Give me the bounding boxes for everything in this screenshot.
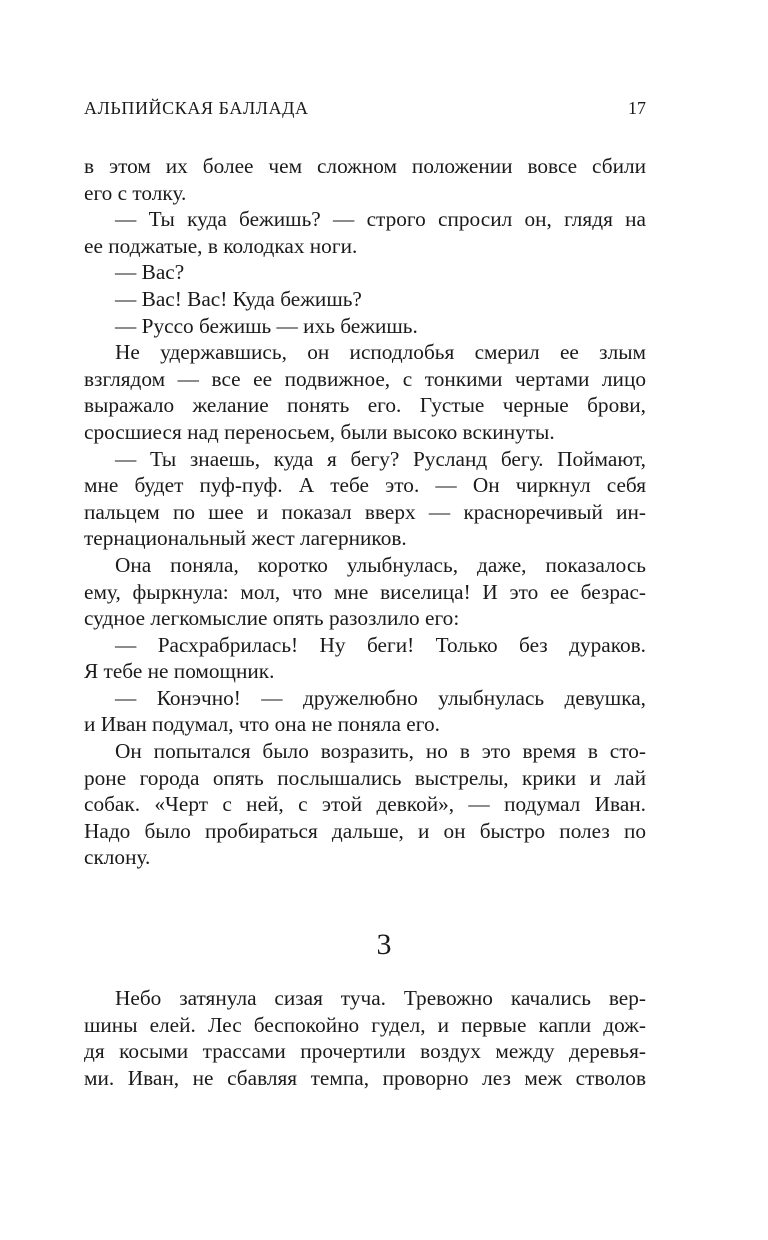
text-line: Я тебе не помощник. xyxy=(84,659,275,684)
text-line: мне будет пуф-пуф. А тебе это. — Он чиркнул себя xyxy=(84,473,646,498)
text-line: сросшиеся над переносьем, были высоко вскинуты. xyxy=(84,419,555,444)
text-line: — Руссо бежишь — ихь бежишь. xyxy=(115,313,418,338)
text-line: дя косыми трассами прочертили воздух между деревья- xyxy=(84,1039,646,1064)
text-line: в этом их более чем сложном положении вовсе сбили xyxy=(84,154,646,178)
body-text-section-2 xyxy=(84,985,646,1091)
text-line: ее поджатые, в колодках ноги. xyxy=(84,233,358,258)
text-line: — Ты знаешь, куда я бегу? Русланд бегу. Поймают, xyxy=(115,446,646,471)
text-line: взглядом — все ее подвижное, с тонкими чертами лицо xyxy=(84,366,646,391)
text-line: его с толку. xyxy=(84,180,187,205)
text-line: Надо было пробираться дальше, и он быстро полез по xyxy=(84,818,646,843)
text-line: шины елей. Лес беспокойно гудел, и первые капли дож- xyxy=(84,1012,646,1037)
body-text-section-1 xyxy=(84,153,646,871)
text-line: — Вас! Вас! Куда бежишь? xyxy=(115,286,362,311)
running-head xyxy=(84,98,646,126)
text-line: ми. Иван, не сбавляя темпа, проворно лез меж стволов xyxy=(84,1065,646,1090)
text-line: — Расхрабрилась! Ну беги! Только без дураков. xyxy=(115,632,646,657)
text-line: Небо затянула сизая туча. Тревожно качались вер- xyxy=(115,986,646,1010)
page-number: 17 xyxy=(628,98,646,118)
text-line: выражало желание понять его. Густые черные брови, xyxy=(84,393,646,418)
text-line: ему, фыркнула: мол, что мне виселица! И это ее безрас- xyxy=(84,579,646,604)
text-line: — Вас? xyxy=(115,260,185,285)
text-line: — Конэчно! — дружелюбно улыбнулась девушка, xyxy=(115,685,646,710)
text-line: тернациональный жест лагерников. xyxy=(84,526,407,551)
text-line: Он попытался было возразить, но в это время в сто- xyxy=(115,739,646,764)
text-line: судное легкомыслие опять разозлило его: xyxy=(84,606,460,631)
text-line: и Иван подумал, что она не поняла его. xyxy=(84,712,440,737)
text-line: роне города опять послышались выстрелы, крики и лай xyxy=(84,765,646,790)
text-line: склону. xyxy=(84,845,151,870)
text-line: Она поняла, коротко улыбнулась, даже, показалось xyxy=(115,552,646,577)
text-line: Не удержавшись, он исподлобья смерил ее злым xyxy=(115,340,646,365)
text-line: — Ты куда бежишь? — строго спросил он, глядя на xyxy=(115,207,646,232)
running-title: АЛЬПИЙСКАЯ БАЛЛАДА xyxy=(84,98,309,118)
text-line: собак. «Черт с ней, с этой девкой», — подумал Иван. xyxy=(84,792,646,817)
chapter-number: 3 xyxy=(376,928,392,961)
text-line: пальцем по шее и показал вверх — красноречивый ин- xyxy=(84,499,646,524)
